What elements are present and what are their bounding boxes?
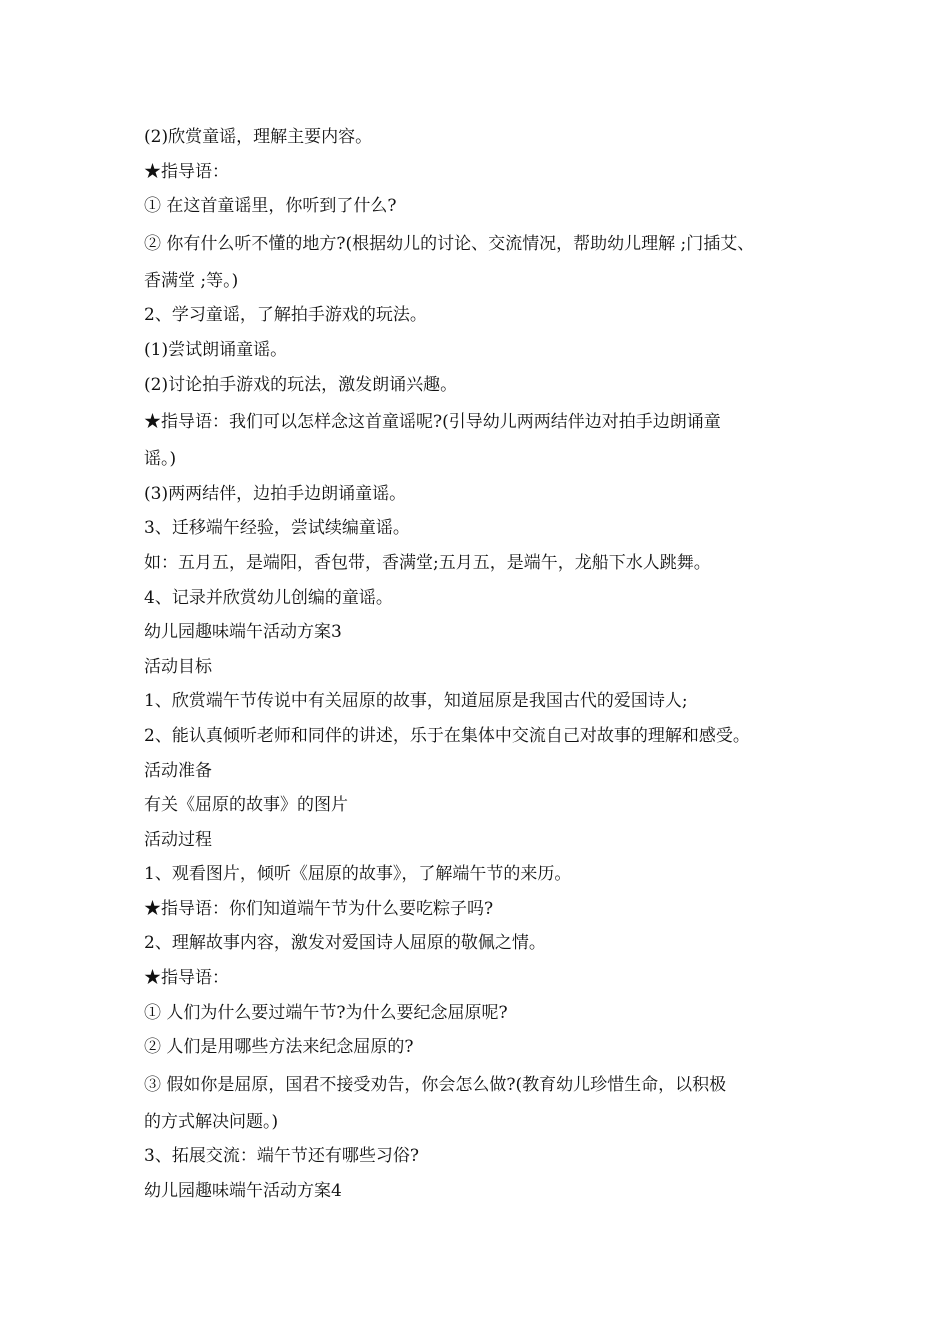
text-line: ① 在这首童谣里，你听到了什么?	[144, 196, 397, 217]
document-body	[144, 120, 834, 1209]
text-line: ③ 假如你是屈原，国君不接受劝告，你会怎么做?(教育幼儿珍惜生命，以积极	[144, 1074, 727, 1095]
text-line: 3、拓展交流：端午节还有哪些习俗?	[144, 1146, 419, 1167]
section-heading: 活动目标	[144, 656, 212, 677]
text-line: 1、观看图片，倾听《屈原的故事》，了解端午节的来历。	[144, 864, 572, 885]
text-line: 1、欣赏端午节传说中有关屈原的故事，知道屈原是我国古代的爱国诗人;	[144, 691, 688, 712]
text-line: (3)两两结伴，边拍手边朗诵童谣。	[144, 483, 407, 504]
text-line: 谣。)	[144, 449, 177, 470]
text-line: 有关《屈原的故事》的图片	[144, 795, 348, 816]
text-line: ② 你有什么听不懂的地方?(根据幼儿的讨论、交流情况，帮助幼儿理解 ;门插艾、	[144, 233, 755, 254]
text-line: ② 人们是用哪些方法来纪念屈原的?	[144, 1037, 414, 1058]
text-line: 2、能认真倾听老师和同伴的讲述，乐于在集体中交流自己对故事的理解和感受。	[144, 725, 750, 746]
text-line: (1)尝试朗诵童谣。	[144, 339, 288, 360]
text-line: 4、记录并欣赏幼儿创编的童谣。	[144, 587, 393, 608]
text-line: ① 人们为什么要过端午节?为什么要纪念屈原呢?	[144, 1002, 508, 1023]
text-line: ★指导语：	[144, 161, 229, 182]
text-line: ★指导语：	[144, 968, 229, 989]
text-line: (2)讨论拍手游戏的玩法，激发朗诵兴趣。	[144, 374, 458, 395]
text-line: 的方式解决问题。)	[144, 1111, 279, 1132]
text-line: 2、学习童谣，了解拍手游戏的玩法。	[144, 305, 427, 326]
text-line: 香满堂 ;等。)	[144, 270, 239, 291]
text-line: 如：五月五，是端阳，香包带，香满堂;五月五，是端午，龙船下水人跳舞。	[144, 552, 711, 573]
section-heading: 幼儿园趣味端午活动方案3	[144, 622, 342, 643]
text-line: ★指导语：我们可以怎样念这首童谣呢?(引导幼儿两两结伴边对拍手边朗诵童	[144, 412, 721, 433]
section-heading: 幼儿园趣味端午活动方案4	[144, 1181, 342, 1202]
text-line: 3、迁移端午经验，尝试续编童谣。	[144, 518, 410, 539]
section-heading: 活动过程	[144, 829, 212, 850]
text-line: 2、理解故事内容，激发对爱国诗人屈原的敬佩之情。	[144, 933, 546, 954]
text-line: ★指导语：你们知道端午节为什么要吃粽子吗?	[144, 898, 494, 919]
section-heading: 活动准备	[144, 760, 212, 781]
text-line: (2)欣赏童谣，理解主要内容。	[144, 127, 373, 147]
